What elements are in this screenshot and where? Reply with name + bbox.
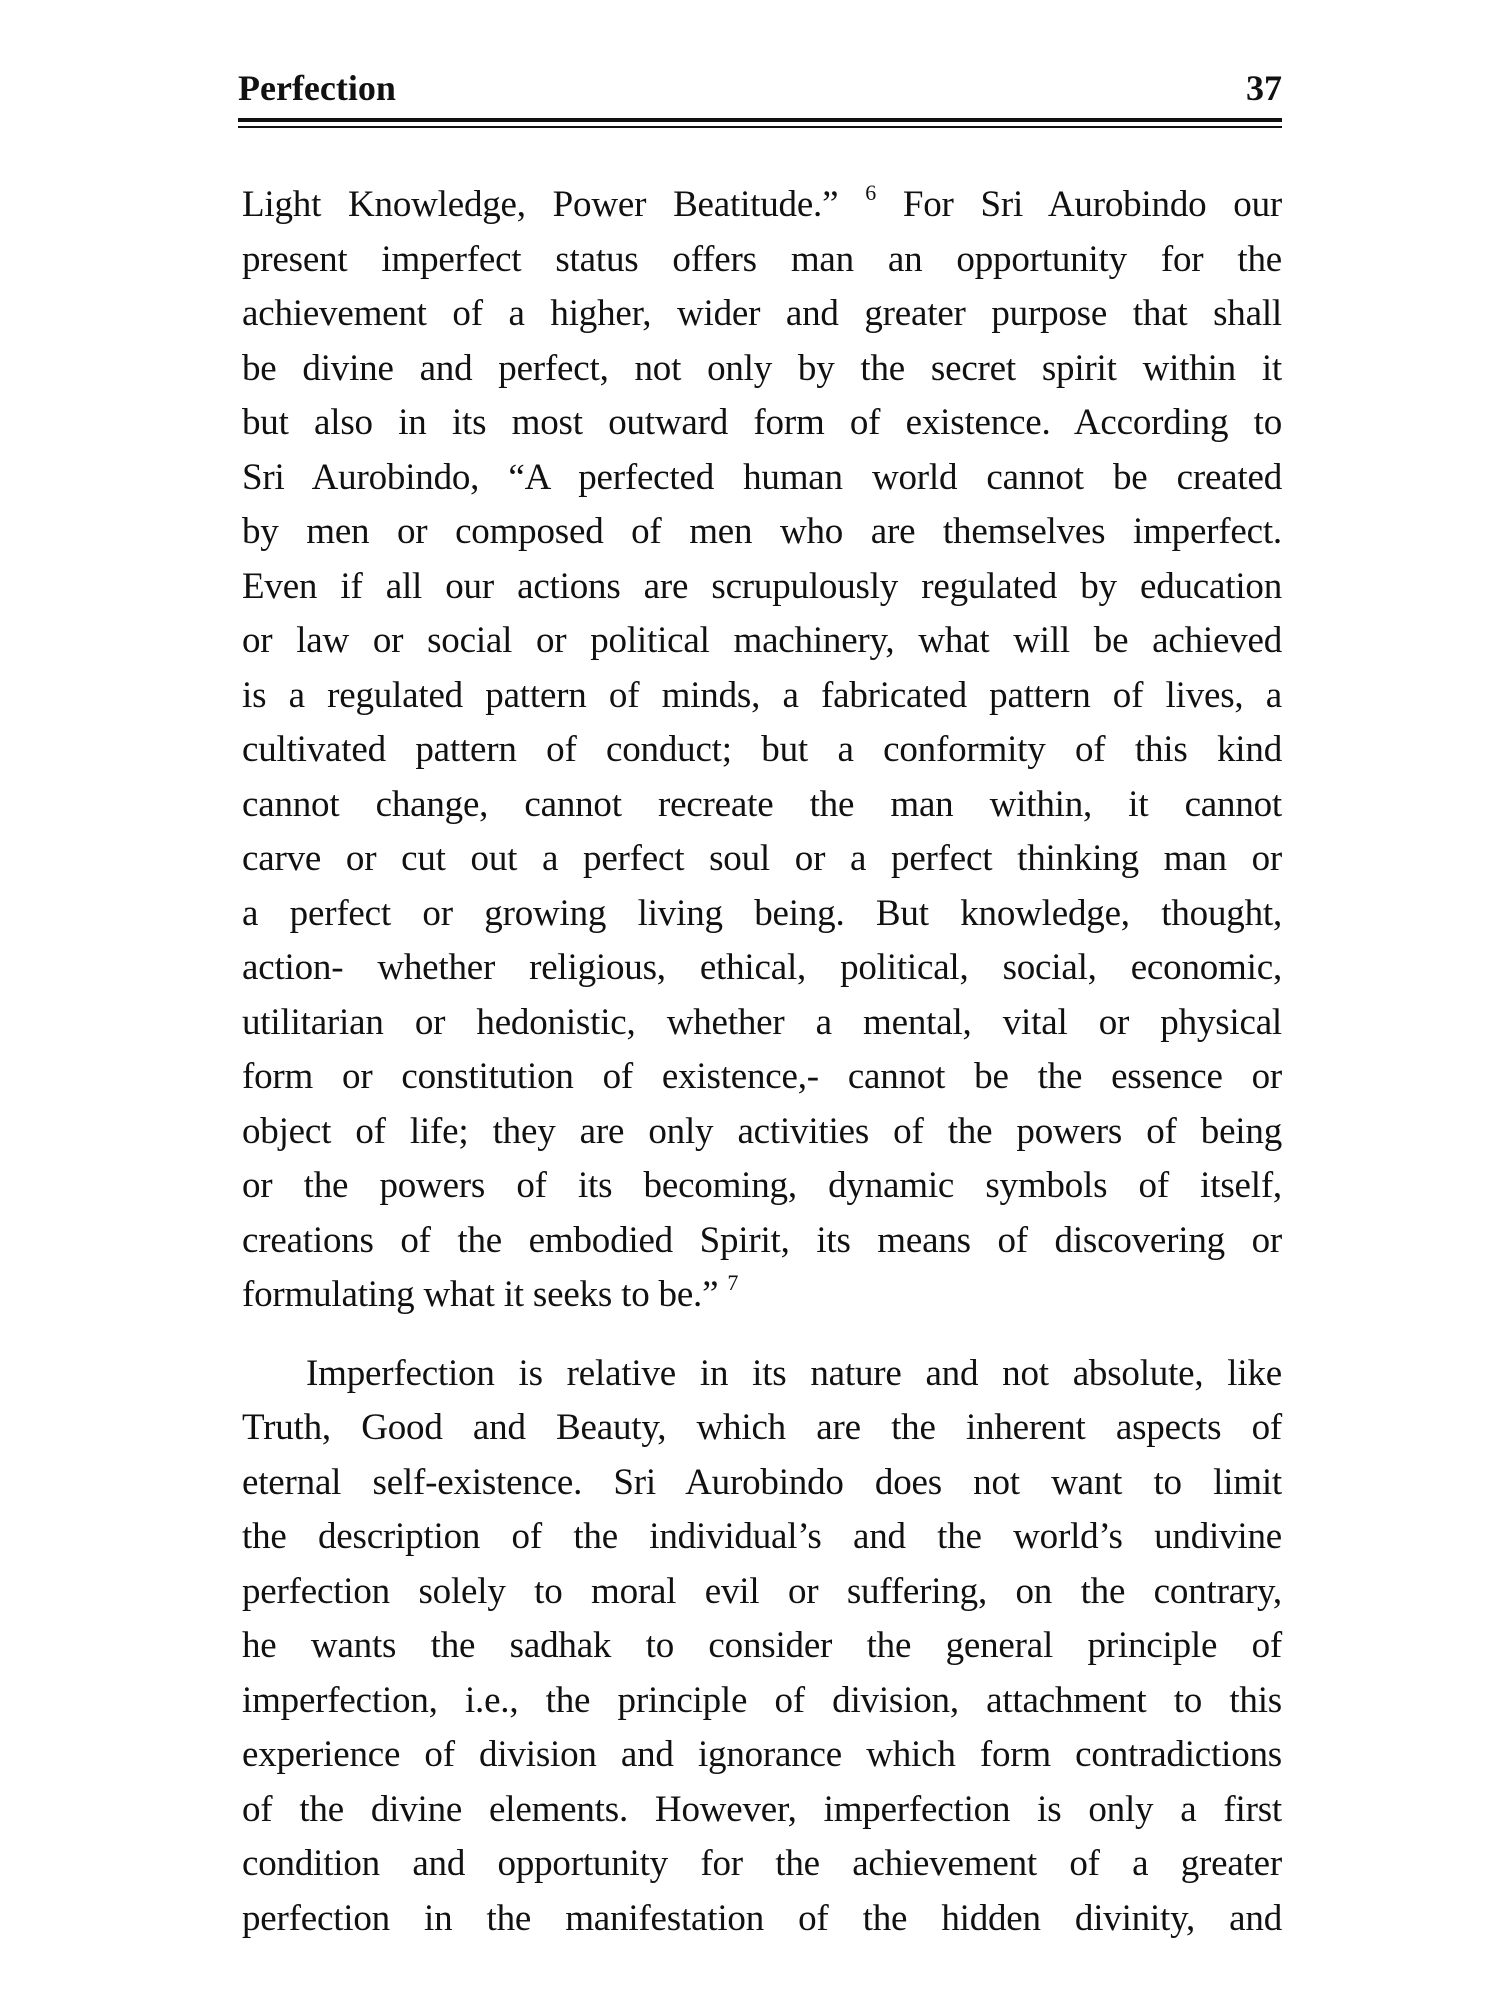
text-line: cannot change, cannot recreate the man within, it cannot	[242, 783, 1282, 825]
text-line: or law or social or political machinery, what will be achieved	[242, 620, 1282, 661]
text-line: a perfect or growing living being. But knowledge, thought,	[242, 892, 1282, 934]
text-line: carve or cut out a perfect soul or a perfect thinking man or	[242, 838, 1282, 879]
text-line: present imperfect status offers man an opportunity for the	[242, 238, 1282, 280]
text-line: by men or composed of men who are themselves imperfect.	[242, 511, 1282, 552]
paragraph-spacer	[242, 1323, 1282, 1347]
paragraph-2	[242, 1347, 1282, 1947]
text-line: or the powers of its becoming, dynamic symbols of itself,	[242, 1165, 1282, 1206]
footnote-ref-7: 7	[727, 1269, 739, 1295]
text-line: is a regulated pattern of minds, a fabricated pattern of lives, a	[242, 674, 1282, 716]
text-line: but also in its most outward form of existence. According to	[242, 402, 1282, 443]
body-text	[242, 178, 1282, 1946]
text-line: of the divine elements. However, imperfection is only a first	[242, 1788, 1282, 1830]
text-line: achievement of a higher, wider and greater purpose that shall	[242, 293, 1282, 334]
text-line: Sri Aurobindo, “A perfected human world cannot be created	[242, 456, 1282, 498]
text-line: utilitarian or hedonistic, whether a mental, vital or physical	[242, 1001, 1282, 1043]
running-header	[238, 66, 1282, 110]
text-line: Truth, Good and Beauty, which are the inherent aspects of	[242, 1407, 1282, 1448]
text-line: eternal self-existence. Sri Aurobindo does not want to limit	[242, 1461, 1282, 1503]
text-line: the description of the individual’s and the world’s undivine	[242, 1516, 1282, 1557]
text-line: he wants the sadhak to consider the general principle of	[242, 1625, 1282, 1666]
text-line: cultivated pattern of conduct; but a conformity of this kind	[242, 729, 1282, 770]
header-rule-thin	[238, 126, 1282, 128]
text-line: perfection in the manifestation of the hidden divinity, and	[242, 1897, 1282, 1939]
text-line	[242, 178, 1282, 233]
page-number: 37	[1246, 68, 1282, 108]
chapter-title: Perfection	[238, 68, 396, 108]
text-line: Even if all our actions are scrupulously regulated by education	[242, 565, 1282, 607]
text-segment: Light Knowledge, Power Beatitude.”	[242, 184, 839, 225]
text-line: form or constitution of existence,- cannot be the essence or	[242, 1056, 1282, 1097]
text-line: Imperfection is relative in its nature and not absolute, like	[306, 1352, 1282, 1394]
text-segment: For Sri Aurobindo our	[902, 184, 1282, 225]
text-line	[242, 1268, 1282, 1323]
text-line: perfection solely to moral evil or suffering, on the contrary,	[242, 1570, 1282, 1612]
footnote-ref-6: 6	[865, 179, 876, 205]
text-line: condition and opportunity for the achievement of a greater	[242, 1843, 1282, 1884]
text-line: experience of division and ignorance which form contradictions	[242, 1734, 1282, 1775]
text-line: creations of the embodied Spirit, its means of discovering or	[242, 1219, 1282, 1261]
text-line: action- whether religious, ethical, political, social, economic,	[242, 947, 1282, 988]
header-rule-thick	[238, 118, 1282, 122]
text-line: object of life; they are only activities of the powers of being	[242, 1110, 1282, 1152]
text-line: be divine and perfect, not only by the secret spirit within it	[242, 347, 1282, 389]
paragraph-1	[242, 178, 1282, 1323]
text-line: imperfection, i.e., the principle of division, attachment to this	[242, 1679, 1282, 1721]
text-segment: formulating what it seeks to be.”	[242, 1274, 719, 1315]
